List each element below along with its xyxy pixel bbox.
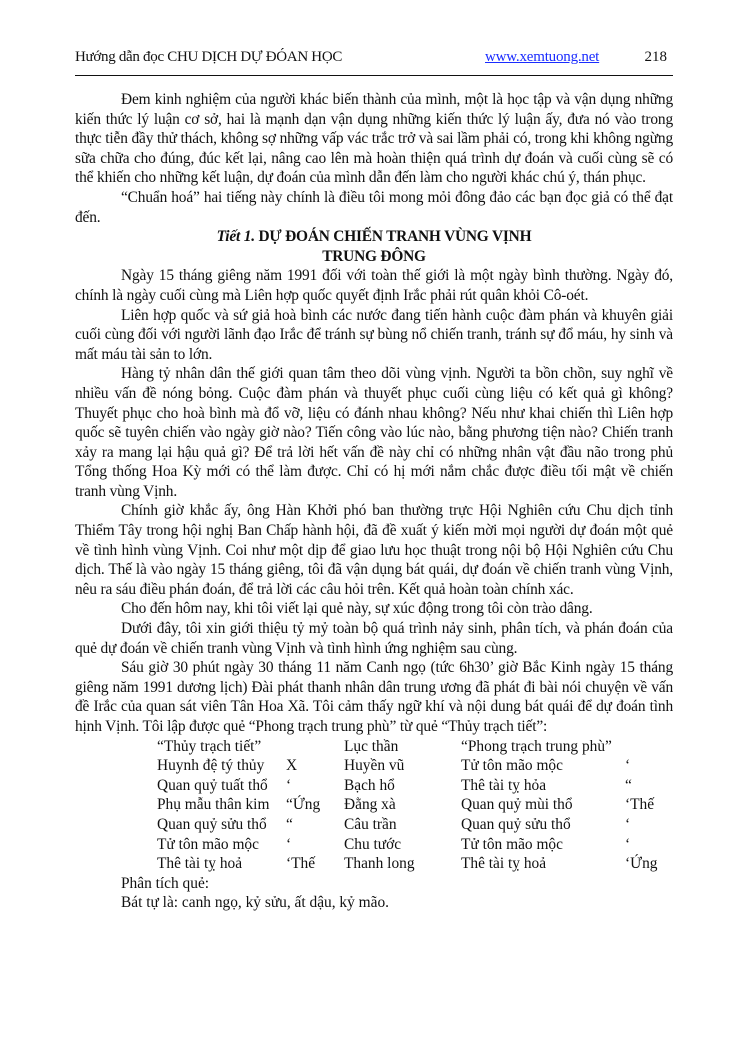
page-number: 218: [644, 49, 667, 65]
cell-original-line: Quan quỷ sửu thổ: [157, 815, 267, 833]
bat-tu-line: Bát tự là: canh ngọ, kỷ sửu, ất dậu, kỷ mão.: [121, 894, 390, 912]
cell-mark-2: ‘Thế: [625, 796, 655, 814]
cell-original-line: Tử tôn mão mộc: [157, 835, 259, 853]
book-title: Hướng dẫn đọc CHU DỊCH DỰ ĐÓAN HỌC: [75, 49, 343, 65]
paragraph: Ngày 15 tháng giêng năm 1991 đối với toàn thế giới là một ngày bình thường. Ngày đó, chính là ngày cuối cùng mà Liên hợp quốc quyết định Irắc phải rút quân khỏi Cô-oét.: [75, 267, 673, 304]
table-row: [75, 795, 673, 815]
section-heading-line2: [75, 247, 673, 267]
header-divider: [75, 75, 673, 76]
paragraph: Cho đến hôm nay, khi tôi viết lại quẻ này, sự xúc động trong tôi còn trào dâng.: [121, 600, 593, 618]
cell-spirit: Huyền vũ: [344, 757, 405, 775]
header-six-spirits: Lục thần: [344, 737, 399, 755]
cell-mark: ‘: [286, 776, 292, 794]
paragraph: Dưới đây, tôi xin giới thiệu tỷ mỷ toàn bộ quá trình nảy sinh, phân tích, và phán đoán của quẻ dự đoán về chiến tranh vùng Vịnh và tình hình ứng nghiệm sau cùng.: [75, 620, 673, 657]
website-link[interactable]: www.xemtuong.net: [485, 49, 600, 65]
analysis-label: Phân tích quẻ:: [121, 874, 210, 892]
cell-changed-line: Tử tôn mão mộc: [461, 835, 563, 853]
cell-changed-line: Quan quỷ mùi thổ: [461, 796, 573, 814]
paragraph: Chính giờ khắc ấy, ông Hàn Khởi phó ban thường trực Hội Nghiên cứu Chu dịch tỉnh Thiểm Tây trong hội nghị Ban Chấp hành hội, đã đề xuất ý kiến mời mọi người dự đoán một quẻ về tình hình vùng Vịnh. Coi như một dịp để giao lưu học thuật trong nội bộ Hội Nghiên cứu Chu dịch. Thế là vào ngày 15 tháng giêng, tôi đã vận dụng bát quái, dự đoán về chiến tranh vùng Vịnh, nêu ra sáu điều phán đoán, để trả lời các câu hỏi trên. Kết quả hoàn toàn chính xác.: [75, 502, 673, 598]
cell-spirit: Thanh long: [344, 855, 415, 873]
cell-mark: “Ứng: [286, 796, 321, 814]
section-heading: [75, 227, 673, 247]
cell-mark: ‘: [286, 835, 292, 853]
table-row: [75, 756, 673, 776]
header-original-hexagram: “Thủy trạch tiết”: [157, 737, 262, 755]
cell-spirit: Câu trần: [344, 815, 397, 833]
header-changed-hexagram: “Phong trạch trung phù”: [461, 737, 612, 755]
cell-mark-2: ‘: [625, 835, 631, 853]
cell-changed-line: Thê tài tỵ hỏa: [461, 776, 547, 794]
cell-mark: ‘Thế: [286, 855, 316, 873]
cell-mark: “: [286, 815, 293, 833]
cell-original-line: Quan quỷ tuất thổ: [157, 776, 268, 794]
cell-original-line: Huynh đệ tý thủy: [157, 757, 265, 775]
cell-changed-line: Tử tôn mão mộc: [461, 757, 563, 775]
cell-spirit: Bạch hổ: [344, 776, 395, 794]
cell-mark-2: ‘: [625, 757, 631, 775]
paragraph: Hàng tỷ nhân dân thế giới quan tâm theo dõi vùng vịnh. Người ta bồn chồn, suy nghĩ về nhiều vấn đề nóng bỏng. Cuộc đàm phán và thuyết phục cuối cùng liệu có kết quả gì không? Thuyết phục cho hoà bình mà đổ vỡ, liệu có đánh nhau không? Nếu như khai chiến thì Liên hợp quốc sẽ tuyên chiến vào ngày giờ nào? Tiến công vào lúc nào, bằng phương tiện nào? Chiến tranh xảy ra mang lại hậu quả gì? Để trả lời hết vấn đề này chỉ có những nhân vật đầu não trong phủ Tổng thống Hoa Kỳ mới có thể làm được. Chỉ có hị mới nắm chắc được điều tối mật về chiến tranh vùng Vịnh.: [75, 365, 673, 500]
hexagram-table-header: [75, 737, 673, 757]
running-header: [75, 46, 673, 68]
paragraph: Sáu giờ 30 phút ngày 30 tháng 11 năm Canh ngọ (tức 6h30’ giờ Bắc Kinh ngày 15 tháng giêng năm 1991 dương lịch) Đài phát thanh nhân dân trung ương đã phát đi bài nói chuyện về vấn đề Irắc của quan sát viên Tân Hoa Xã. Tôi cảm thấy ngữ khí và nội dung bát quái để dự đoán tình hịnh Vịnh. Tôi lập được quẻ “Phong trạch trung phù” từ quẻ “Thủy trạch tiết”:: [75, 659, 673, 735]
table-row: [75, 854, 673, 874]
paragraph: “Chuẩn hoá” hai tiếng này chính là điều tôi mong mỏi đông đảo các bạn đọc giả có thể đạt đến.: [75, 188, 673, 226]
cell-spirit: Chu tước: [344, 835, 402, 853]
cell-mark-2: ‘: [625, 815, 631, 833]
cell-original-line: Thê tài tỵ hoả: [157, 855, 243, 873]
table-row: [75, 835, 673, 855]
table-row: [75, 815, 673, 835]
page-body: [75, 90, 673, 913]
paragraph: Đem kinh nghiệm của người khác biến thành của mình, một là học tập và vận dụng những kiến thức lý luận cơ sở, hai là mạnh dạn vận dụng những kiến thức lý luận ấy, đưa nó vào trong thực tiễn đầy thử thách, không sợ những vấp vác trắc trở và sai lầm phải có, trong khi không ngừng sữa chữa cho đúng, đúc kết lại, nâng cao lên mà hoàn thiện quá trình dự đoán và cuối cùng sẽ có thể khiến cho những kết luận, dự đoán của mình dẫn đến làm cho người khác chú ý, thán phục.: [75, 91, 673, 187]
cell-mark: X: [286, 757, 298, 775]
section-title-line2: TRUNG ĐÔNG: [322, 247, 426, 265]
document-page: [75, 46, 673, 912]
cell-changed-line: Quan quỷ sửu thổ: [461, 815, 571, 833]
cell-spirit: Đằng xà: [344, 796, 396, 814]
cell-original-line: Phụ mẫu thân kim: [157, 796, 270, 814]
section-title-line1: DỰ ĐOÁN CHIẾN TRANH VÙNG VỊNH: [258, 228, 532, 246]
cell-mark-2: ‘Ứng: [625, 855, 658, 873]
hexagram-table: [75, 737, 673, 874]
cell-mark-2: “: [625, 776, 632, 794]
paragraph: Liên hợp quốc và sứ giả hoà bình các nước đang tiến hành cuộc đàm phán và khuyên giải cuối cùng đối với người lãnh đạo Irắc để tránh sự bùng nổ chiến tranh, tránh sự đổ máu, hy sinh và mất máu tài sản to lớn.: [75, 306, 673, 363]
cell-changed-line: Thê tài tỵ hoả: [461, 855, 547, 873]
section-label: Tiết 1.: [216, 228, 255, 246]
table-row: [75, 776, 673, 796]
